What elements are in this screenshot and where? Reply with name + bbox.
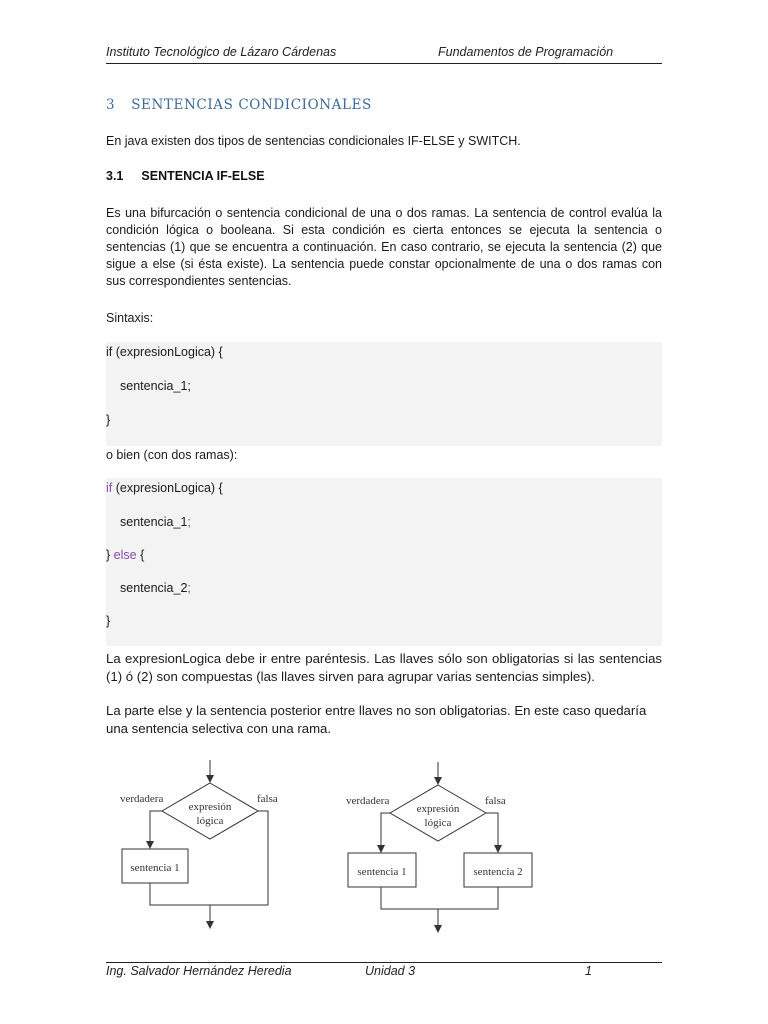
footer-author: Ing. Salvador Hernández Heredia	[106, 964, 292, 978]
footer-page-number: 1	[585, 964, 592, 978]
footer-unit: Unidad 3	[365, 964, 416, 978]
header-rule	[106, 63, 662, 64]
code2-if-keyword: if	[106, 481, 113, 495]
flowchart-two-branches	[338, 757, 548, 937]
code-block-single	[106, 342, 662, 446]
code2-line-if	[106, 481, 223, 495]
braces-term: La expresionLogica	[106, 651, 222, 666]
braces-paragraph	[106, 650, 662, 686]
syntax-label: Sintaxis:	[106, 311, 154, 325]
header-course: Fundamentos de Programación	[438, 45, 614, 59]
flow2-statement1-label: sentencia 1	[357, 866, 407, 878]
flow2-statement2-label: sentencia 2	[473, 866, 523, 878]
flow1-merge-path	[150, 883, 210, 905]
code2-condition: (expresionLogica) {	[112, 481, 223, 495]
flow1-true-label: verdadera	[120, 793, 164, 805]
section-title: SENTENCIAS CONDICIONALES	[131, 97, 372, 113]
braces-rest: debe ir entre paréntesis. Las llaves sólo son obligatorias si las sentencias (1) ó (2) son compuestas (las llaves sirven para agrupar varias sentencias simples).	[106, 651, 662, 684]
code1-line-close: }	[106, 413, 111, 427]
code2-line-else	[106, 548, 144, 562]
flow2-false-label: falsa	[485, 795, 506, 807]
section-heading	[106, 97, 372, 113]
section-number: 3	[106, 97, 116, 113]
code2-line-statement1	[120, 515, 191, 529]
header-institution: Instituto Tecnológico de Lázaro Cárdenas	[106, 45, 337, 59]
flow2-true-label: verdadera	[346, 795, 390, 807]
flow1-cond-line1: expresión	[188, 801, 232, 813]
code-block-double	[106, 478, 662, 646]
subsection-heading	[106, 169, 265, 183]
flow2-cond-line2: lógica	[424, 817, 452, 829]
flow2-false-path	[486, 813, 498, 849]
flow2-true-path	[381, 813, 390, 849]
code1-line-statement: sentencia_1;	[120, 379, 191, 393]
code2-semicolon1: ;	[187, 515, 191, 529]
subsection-number: 3.1	[106, 169, 124, 183]
code2-line-statement2	[120, 581, 191, 595]
flow2-merge-path	[381, 887, 498, 909]
description-paragraph: Es una bifurcación o sentencia condicional de una o dos ramas. La sentencia de control evalúa la condición lógica o booleana. Si esta condición es cierta entonces se ejecuta la sentencia o sentencias (1) que se encuentra a continuación. En caso contrario, se ejecuta la sentencia (2) que sigue a else (si ésta existe). La sentencia puede constar opcionalmente de una o dos ramas con sus correspondientes sentencias.	[106, 206, 662, 288]
code2-close-brace: }	[106, 548, 111, 562]
intro-paragraph: En java existen dos tipos de sentencias condicionales IF-ELSE y SWITCH.	[106, 134, 521, 148]
or-label: o bien (con dos ramas):	[106, 448, 238, 462]
code2-open-brace: {	[136, 548, 145, 562]
flow1-statement-label: sentencia 1	[130, 862, 180, 874]
code2-semicolon2: ;	[187, 581, 191, 595]
flow1-cond-line2: lógica	[196, 815, 224, 827]
code2-statement1: sentencia_1	[120, 515, 188, 529]
code2-else-keyword: else	[110, 548, 137, 562]
subsection-title: SENTENCIA IF-ELSE	[141, 169, 265, 183]
footer-rule	[106, 962, 662, 963]
code2-statement2: sentencia_2	[120, 581, 188, 595]
flowchart-single-branch	[110, 755, 310, 935]
code2-line-end: }	[106, 614, 111, 628]
else-paragraph: La parte else y la sentencia posterior entre llaves no son obligatorias. En este caso quedaría una sentencia selectiva con una rama.	[106, 703, 647, 736]
flow2-cond-line1: expresión	[416, 803, 460, 815]
flow1-true-path	[150, 811, 162, 845]
flow1-false-label: falsa	[257, 793, 278, 805]
code1-line-if: if (expresionLogica) {	[106, 345, 223, 359]
